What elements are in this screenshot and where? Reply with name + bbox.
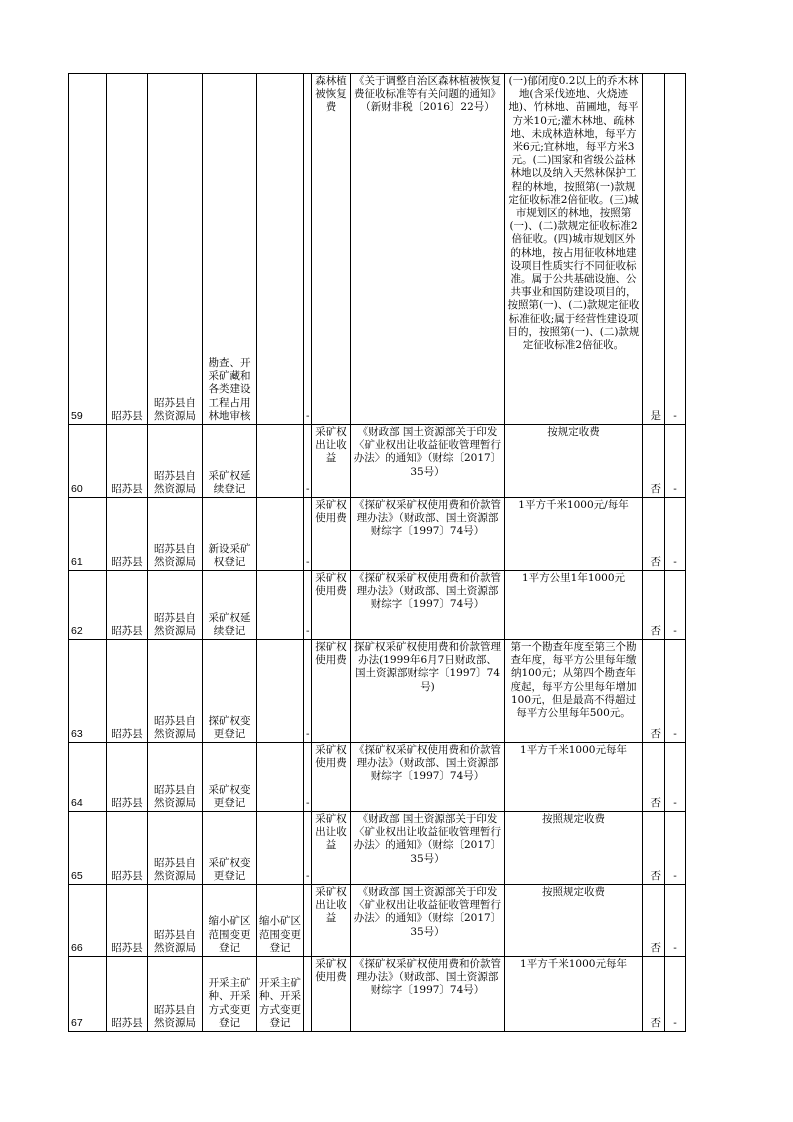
- dash-cell: -: [304, 571, 312, 640]
- fee-table: [68, 73, 686, 1032]
- sub-item-cell: [257, 640, 304, 743]
- fee-name-cell: 采矿权出让收益: [312, 885, 351, 957]
- legal-basis-cell: 《关于调整自治区森林植被恢复费征收标准等有关问题的通知》（新财非税〔2016〕22号）: [351, 74, 505, 425]
- fee-standard-cell: 第一个勘查年度至第三个勘查年度，每平方公里每年缴纳100元；从第四个勘查年度起，每平方公里每年增加100元，但是最高不得超过每平方公里每年500元。: [505, 640, 643, 743]
- dash-cell: -: [304, 812, 312, 885]
- remark-cell: -: [665, 885, 686, 957]
- county-cell: 昭苏县: [107, 498, 148, 571]
- fee-name-cell: 采矿权出让收益: [312, 425, 351, 498]
- row-number: 60: [69, 425, 107, 498]
- sub-item-cell: [257, 74, 304, 425]
- county-cell: 昭苏县: [107, 812, 148, 885]
- dash-cell: -: [304, 425, 312, 498]
- legal-basis-cell: 《财政部 国土资源部关于印发〈矿业权出让收益征收管理暂行办法〉的通知》（财综〔2017〕35号）: [351, 425, 505, 498]
- flag-cell: 否: [643, 640, 665, 743]
- department-cell: 昭苏县自然资源局: [148, 743, 203, 812]
- fee-name-cell: 森林植被恢复费: [312, 74, 351, 425]
- fee-name-cell: 采矿权使用费: [312, 957, 351, 1032]
- fee-standard-cell: 1平方千米1000元每年: [505, 743, 643, 812]
- item-cell: 采矿权延续登记: [203, 571, 257, 640]
- item-cell: 采矿权变更登记: [203, 812, 257, 885]
- county-cell: 昭苏县: [107, 571, 148, 640]
- table-row: [69, 640, 686, 743]
- remark-cell: -: [665, 425, 686, 498]
- remark-cell: -: [665, 498, 686, 571]
- fee-name-cell: 采矿权使用费: [312, 743, 351, 812]
- fee-name-cell: 采矿权使用费: [312, 498, 351, 571]
- department-cell: 昭苏县自然资源局: [148, 957, 203, 1032]
- department-cell: 昭苏县自然资源局: [148, 74, 203, 425]
- fee-standard-cell: 1平方千米1000元/每年: [505, 498, 643, 571]
- department-cell: 昭苏县自然资源局: [148, 425, 203, 498]
- county-cell: 昭苏县: [107, 640, 148, 743]
- flag-cell: 否: [643, 571, 665, 640]
- remark-cell: -: [665, 571, 686, 640]
- department-cell: 昭苏县自然资源局: [148, 571, 203, 640]
- department-cell: 昭苏县自然资源局: [148, 498, 203, 571]
- table-row: [69, 885, 686, 957]
- dash-cell: -: [304, 498, 312, 571]
- sub-item-cell: [257, 425, 304, 498]
- dash-cell: [304, 885, 312, 957]
- item-cell: 采矿权变更登记: [203, 743, 257, 812]
- dash-cell: [304, 957, 312, 1032]
- department-cell: 昭苏县自然资源局: [148, 640, 203, 743]
- fee-standard-cell: 1平方公里1年1000元: [505, 571, 643, 640]
- sub-item-cell: 缩小矿区范围变更登记: [257, 885, 304, 957]
- legal-basis-cell: 《探矿权采矿权使用费和价款管理办法》（财政部、国土资源部财综字〔1997〕74号）: [351, 957, 505, 1032]
- row-number: 63: [69, 640, 107, 743]
- flag-cell: 否: [643, 957, 665, 1032]
- county-cell: 昭苏县: [107, 425, 148, 498]
- table-row: [69, 74, 686, 425]
- table-row: [69, 571, 686, 640]
- item-cell: 开采主矿种、开采方式变更登记: [203, 957, 257, 1032]
- legal-basis-cell: 《探矿权采矿权使用费和价款管理办法》（财政部、国土资源部财综字〔1997〕74号）: [351, 743, 505, 812]
- dash-cell: -: [304, 74, 312, 425]
- sub-item-cell: [257, 498, 304, 571]
- legal-basis-cell: 《探矿权采矿权使用费和价款管理办法》（财政部、国土资源部财综字〔1997〕74号）: [351, 571, 505, 640]
- dash-cell: -: [304, 640, 312, 743]
- table-row: [69, 812, 686, 885]
- item-cell: 新设采矿权登记: [203, 498, 257, 571]
- fee-name-cell: 采矿权使用费: [312, 571, 351, 640]
- row-number: 61: [69, 498, 107, 571]
- row-number: 65: [69, 812, 107, 885]
- flag-cell: 否: [643, 425, 665, 498]
- flag-cell: 否: [643, 743, 665, 812]
- remark-cell: -: [665, 74, 686, 425]
- department-cell: 昭苏县自然资源局: [148, 812, 203, 885]
- row-number: 66: [69, 885, 107, 957]
- legal-basis-cell: 《财政部 国土资源部关于印发〈矿业权出让收益征收管理暂行办法〉的通知》（财综〔2017〕35号）: [351, 885, 505, 957]
- fee-standard-cell: 按照规定收费: [505, 812, 643, 885]
- sub-item-cell: [257, 571, 304, 640]
- sub-item-cell: [257, 812, 304, 885]
- fee-standard-cell: 按规定收费: [505, 425, 643, 498]
- remark-cell: -: [665, 812, 686, 885]
- item-cell: 缩小矿区范围变更登记: [203, 885, 257, 957]
- remark-cell: -: [665, 640, 686, 743]
- item-cell: 探矿权变更登记: [203, 640, 257, 743]
- fee-standard-cell: 1平方千米1000元每年: [505, 957, 643, 1032]
- legal-basis-cell: 《探矿权采矿权使用费和价款管理办法》（财政部、国土资源部财综字〔1997〕74号）: [351, 498, 505, 571]
- row-number: 59: [69, 74, 107, 425]
- remark-cell: -: [665, 957, 686, 1032]
- fee-name-cell: 采矿权出让收益: [312, 812, 351, 885]
- flag-cell: 否: [643, 498, 665, 571]
- county-cell: 昭苏县: [107, 957, 148, 1032]
- department-cell: 昭苏县自然资源局: [148, 885, 203, 957]
- remark-cell: -: [665, 743, 686, 812]
- sub-item-cell: [257, 743, 304, 812]
- county-cell: 昭苏县: [107, 743, 148, 812]
- county-cell: 昭苏县: [107, 74, 148, 425]
- legal-basis-cell: 《财政部 国土资源部关于印发〈矿业权出让收益征收管理暂行办法〉的通知》（财综〔2017〕35号）: [351, 812, 505, 885]
- sub-item-cell: 开采主矿种、开采方式变更登记: [257, 957, 304, 1032]
- row-number: 67: [69, 957, 107, 1032]
- dash-cell: -: [304, 743, 312, 812]
- flag-cell: 是: [643, 74, 665, 425]
- table-row: [69, 743, 686, 812]
- row-number: 64: [69, 743, 107, 812]
- table-row: [69, 425, 686, 498]
- item-cell: 采矿权延续登记: [203, 425, 257, 498]
- table-row: [69, 498, 686, 571]
- county-cell: 昭苏县: [107, 885, 148, 957]
- item-cell: 勘查、开采矿藏和各类建设工程占用林地审核: [203, 74, 257, 425]
- flag-cell: 否: [643, 885, 665, 957]
- fee-standard-cell: 按照规定收费: [505, 885, 643, 957]
- row-number: 62: [69, 571, 107, 640]
- fee-standard-cell: (一)郁闭度0.2以上的乔木林地(含采伐迹地、火烧迹地)、竹林地、苗圃地，每平方米10元;灌木林地、疏林地、未成林造林地，每平方米6元;宜林地，每平方米3元。(二)国家和省级公益林林地以及纳入天然林保护工程的林地，按照第(一)款规定征收标准2倍征收。(三)城市规划区的林地，按照第(一)、(二)款规定征收标准2倍征收。(四)城市规划区外的林地，按占用征收林地建设项目性质实行不同征收标准。属于公共基础设施、公共事业和国防建设项目的，按照第(一)、(二)款规定征收标准征收;属于经营性建设项目的，按照第(一)、(二)款规定征收标准2倍征收。: [505, 74, 643, 425]
- fee-name-cell: 探矿权使用费: [312, 640, 351, 743]
- flag-cell: 否: [643, 812, 665, 885]
- legal-basis-cell: 探矿权采矿权使用费和价款管理办法(1999年6月7日财政部、国土资源部财综字〔1997〕74号): [351, 640, 505, 743]
- table-row: [69, 957, 686, 1032]
